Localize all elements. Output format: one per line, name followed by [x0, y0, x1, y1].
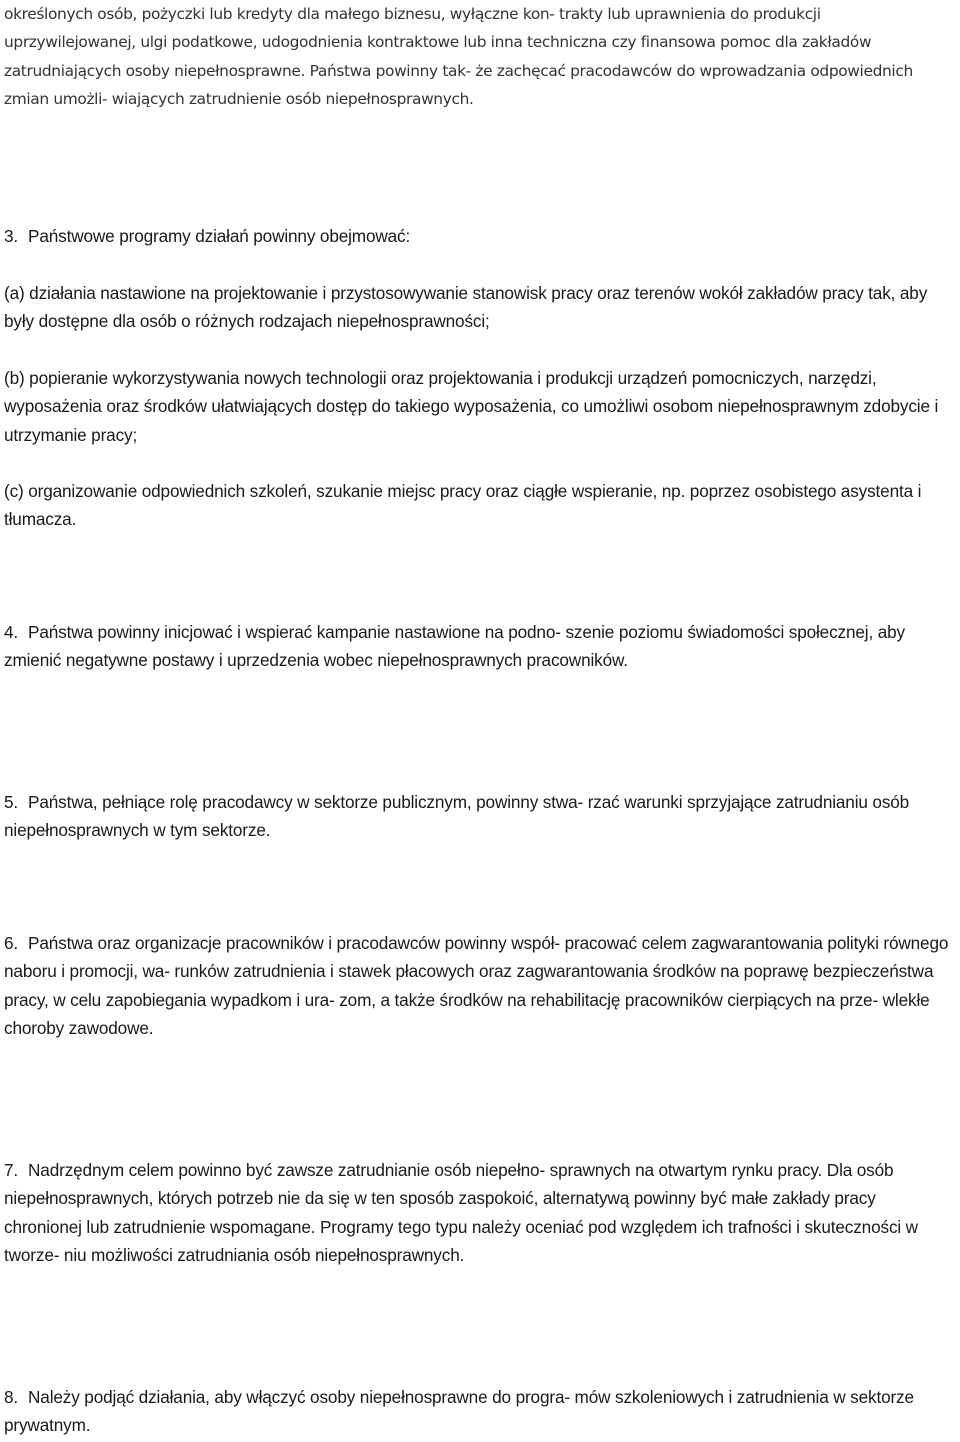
paragraph-text: (a) działania nastawione na projektowanie i przystosowywanie stanowisk pracy oraz terenów wokół zakładów pracy tak, aby były dostępne dla osób o różnych rodzajach niepełnosprawności; — [4, 283, 928, 332]
paragraph-3a — [4, 279, 956, 336]
paragraph-7 — [4, 1156, 956, 1270]
paragraph-6 — [4, 929, 956, 1043]
paragraph-3c — [4, 477, 956, 534]
paragraph-number: 4. — [4, 622, 19, 642]
paragraph-text: Nadrzędnym celem powinno być zawsze zatrudnianie osób niepełno- sprawnych na otwartym rynku pracy. Dla osób niepełnosprawnych, których potrzeb nie da się w ten sposób zaspokoić, alternatywą powinny być małe zakłady pracy chronionej lub zatrudnienie wspomagane. Programy tego typu należy oceniać pod względem ich trafności i skuteczności w tworze- niu możliwości zatrudniania osób niepełnosprawnych. — [4, 1160, 918, 1266]
paragraph-text: Państwa oraz organizacje pracowników i pracodawców powinny współ- pracować celem zagwarantowania polityki równego naboru i promocji, wa- runków zatrudnienia i stawek płacowych oraz zagwarantowania środków na poprawę bezpieczeństwa pracy, w celu zapobiegania wypadkom i ura- zom, a także środków na rehabilitację pracowników cierpiących na prze- wlekłe choroby zawodowe. — [4, 933, 949, 1039]
paragraph-text: Należy podjąć działania, aby włączyć osoby niepełnosprawne do progra- mów szkoleniowych i zatrudnienia w sektorze prywatnym. — [4, 1387, 914, 1436]
paragraph-4 — [4, 618, 956, 675]
paragraph-5 — [4, 788, 956, 845]
paragraph-number: 8. — [4, 1387, 19, 1407]
paragraph-text: Państwowe programy działań powinny obejmować: — [28, 226, 411, 246]
paragraph-intro — [4, 0, 956, 114]
paragraph-number: 6. — [4, 933, 19, 953]
paragraph-number: 5. — [4, 792, 19, 812]
paragraph-3 — [4, 222, 956, 250]
paragraph-text: określonych osób, pożyczki lub kredyty dla małego biznesu, wyłączne kon- trakty lub uprawnienia do produkcji uprzywilejowanej, ulgi podatkowe, udogodnienia kontraktowe lub inna techniczna czy finansowa pomoc dla zakładów zatrudniających osoby niepełnosprawne. Państwa powinny tak- że zachęcać pracodawców do wprowadzania odpowiednich zmian umożli- wiających zatrudnienie osób niepełnosprawnych. — [4, 5, 913, 109]
paragraph-number: 3. — [4, 226, 19, 246]
paragraph-text: Państwa powinny inicjować i wspierać kampanie nastawione na podno- szenie poziomu świadomości społecznej, aby zmienić negatywne postawy i uprzedzenia wobec niepełnosprawnych pracowników. — [4, 622, 905, 671]
paragraph-text: Państwa, pełniące rolę pracodawcy w sektorze publicznym, powinny stwa- rzać warunki sprzyjające zatrudnianiu osób niepełnosprawnych w tym sektorze. — [4, 792, 910, 841]
paragraph-number: 7. — [4, 1160, 19, 1180]
paragraph-3b — [4, 364, 956, 449]
paragraph-text: (b) popieranie wykorzystywania nowych technologii oraz projektowania i produkcji urządzeń pomocniczych, narzędzi, wyposażenia oraz środków ułatwiających dostęp do takiego wyposażenia, co umożliwi osobom niepełnosprawnym zdobycie i utrzymanie pracy; — [4, 368, 939, 445]
paragraph-text: (c) organizowanie odpowiednich szkoleń, szukanie miejsc pracy oraz ciągłe wspieranie, np. poprzez osobistego asystenta i tłumacza. — [4, 481, 922, 530]
paragraph-8 — [4, 1383, 956, 1440]
